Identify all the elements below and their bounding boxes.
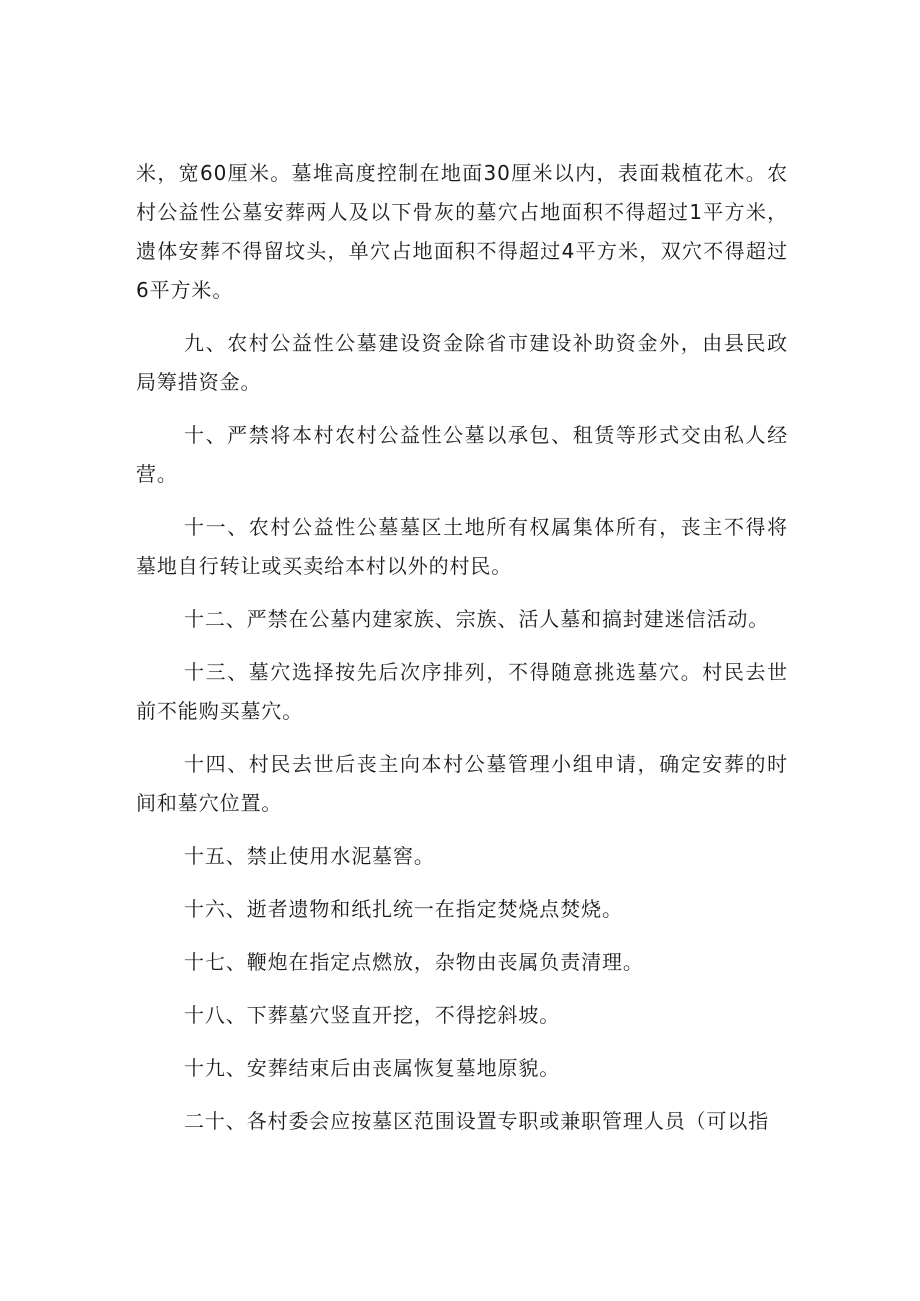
paragraph-item-12: 十二、严禁在公墓内建家族、宗族、活人墓和搞封建迷信活动。	[184, 607, 770, 631]
paragraph-item-11: 十一、农村公益性公墓墓区土地所有权属集体所有，丧主不得将墓地自行转让或买卖给本村以外的村民。	[136, 515, 788, 578]
paragraph-item-19: 十九、安葬结束后由丧属恢复墓地原貌。	[184, 1056, 561, 1080]
paragraph-item-18: 十八、下葬墓穴竖直开挖，不得挖斜坡。	[184, 1003, 561, 1027]
paragraph-item-16: 十六、逝者遗物和纸扎统一在指定焚烧点焚烧。	[184, 897, 623, 921]
paragraph-item-13: 十三、墓穴选择按先后次序排列，不得随意挑选墓穴。村民去世前不能购买墓穴。	[136, 660, 788, 723]
paragraph-continuation: 米，宽60厘米。墓堆高度控制在地面30厘米以内，表面栽植花木。农村公益性公墓安葬两人及以下骨灰的墓穴占地面积不得超过1平方米，遗体安葬不得留坟头，单穴占地面积不得超过4平方米，双穴不得超过6平方米。	[136, 161, 788, 302]
paragraph-item-17: 十七、鞭炮在指定点燃放，杂物由丧属负责清理。	[184, 950, 644, 974]
paragraph-item-9: 九、农村公益性公墓建设资金除省市建设补助资金外，由县民政局筹措资金。	[136, 331, 788, 394]
paragraph-item-20: 二十、各村委会应按墓区范围设置专职或兼职管理人员（可以指	[184, 1109, 770, 1133]
paragraph-item-14: 十四、村民去世后丧主向本村公墓管理小组申请，确定安葬的时间和墓穴位置。	[136, 752, 788, 815]
document-page	[136, 154, 788, 1141]
paragraph-item-10: 十、严禁将本村农村公益性公墓以承包、租赁等形式交由私人经营。	[136, 423, 788, 486]
paragraph-item-15: 十五、禁止使用水泥墓窖。	[184, 844, 435, 868]
